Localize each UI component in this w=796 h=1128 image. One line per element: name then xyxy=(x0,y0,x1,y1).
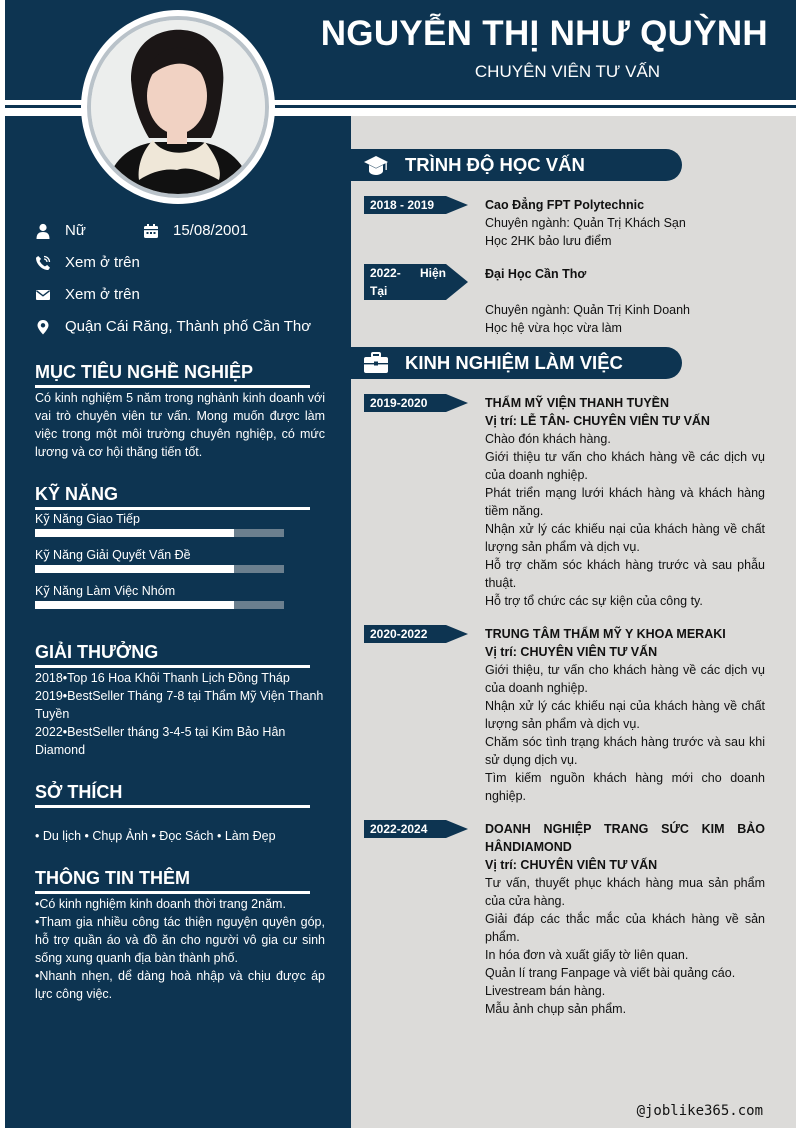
gender-row xyxy=(35,222,86,239)
award-item: 2022•BestSeller tháng 3-4-5 tại Kim Bảo Hân Diamond xyxy=(35,725,286,757)
objective-divider xyxy=(35,385,310,388)
job-duty: Tư vấn, thuyết phục khách hàng mua sản phẩm của cửa hàng. xyxy=(485,876,765,908)
job-role: Vị trí: CHUYÊN VIÊN TƯ VẤN xyxy=(485,645,658,659)
award-item: 2019•BestSeller Tháng 7-8 tại Thẩm Mỹ Viện Thanh Tuyền xyxy=(35,689,324,721)
job-entry xyxy=(485,394,765,610)
job-duty: Giới thiệu tư vấn cho khách hàng về các dịch vụ của doanh nghiệp. xyxy=(485,450,765,482)
job-duty: Hỗ trợ tổ chức các sự kiện của công ty. xyxy=(485,594,703,608)
period-tag-arrow xyxy=(446,196,468,214)
job-duty: Nhận xử lý các khiếu nại của khách hàng về chất lượng sản phẩm và dịch vụ. xyxy=(485,522,765,554)
job-duty: Quản lí trang Fanpage và viết bài quảng cáo. xyxy=(485,966,736,980)
objective-heading: MỤC TIÊU NGHỀ NGHIỆP xyxy=(35,362,254,382)
education-line: Chuyên ngành: Quản Trị Kinh Doanh xyxy=(485,303,690,317)
extra-item: •Tham gia nhiều công tác thiện nguyện quyên góp, hỗ trợ quần áo và đồ ăn cho người vô gia cư sinh sống xung quanh địa bàn thành phố. xyxy=(35,915,325,965)
job-duty: Phát triển mạng lưới khách hàng và khách hàng tiềm năng. xyxy=(485,486,765,518)
job-duty: Giải đáp các thắc mắc của khách hàng về sản phẩm. xyxy=(485,912,765,944)
period-tag-start: 2022- xyxy=(370,266,401,280)
education-header xyxy=(351,149,682,181)
school-name: Đại Học Cần Thơ xyxy=(485,267,587,281)
phone-icon xyxy=(35,255,51,271)
school-name: Cao Đẳng FPT Polytechnic xyxy=(485,198,645,212)
period-tag-arrow xyxy=(446,394,468,412)
award-item: 2018•Top 16 Hoa Khôi Thanh Lịch Đồng Tháp xyxy=(35,671,290,685)
experience-heading: KINH NGHIỆM LÀM VIỆC xyxy=(405,352,623,373)
avatar xyxy=(91,20,265,194)
job-duty: In hóa đơn và xuất giấy tờ liên quan. xyxy=(485,948,689,962)
skills-heading: KỸ NĂNG xyxy=(35,484,119,504)
candidate-name: NGUYỄN THỊ NHƯ QUỲNH xyxy=(320,14,768,53)
email-value: Xem ở trên xyxy=(65,286,140,303)
awards-heading: GIẢI THƯỞNG xyxy=(35,642,159,662)
skills-divider xyxy=(35,507,310,510)
candidate-title: CHUYÊN VIÊN TƯ VẤN xyxy=(474,62,661,81)
address-row xyxy=(35,318,311,335)
skill-bar-fill xyxy=(35,601,234,609)
education-entry xyxy=(485,196,765,250)
company-name: THẨM MỸ VIỆN THANH TUYỀN xyxy=(485,396,670,410)
job-entry xyxy=(485,625,765,805)
skill-label: Kỹ Năng Làm Việc Nhóm xyxy=(35,584,176,598)
job-entry xyxy=(485,820,765,1018)
job-duty: Nhận xử lý các khiếu nại của khách hàng về chất lượng sản phẩm và dịch vụ. xyxy=(485,699,765,731)
phone-row xyxy=(35,254,140,271)
experience-header xyxy=(351,347,682,379)
extra-item: •Nhanh nhẹn, dể dàng hoà nhập và chịu được áp lực công việc. xyxy=(35,969,325,1001)
period-tag-arrow xyxy=(446,264,468,300)
job-duty: Mẫu ảnh chụp sản phẩm. xyxy=(485,1002,627,1016)
education-line: Học hệ vừa học vừa làm xyxy=(485,321,622,335)
user-icon xyxy=(35,223,51,239)
email-row xyxy=(35,286,140,303)
period-tag-arrow xyxy=(446,625,468,643)
skill-bar xyxy=(35,601,284,609)
company-name: TRUNG TÂM THẨM MỸ Y KHOA MERAKI xyxy=(485,627,726,641)
skill-bar xyxy=(35,529,284,537)
skill-bar xyxy=(35,565,284,573)
job-duty: Chào đón khách hàng. xyxy=(485,432,611,446)
hobbies-divider xyxy=(35,805,310,808)
skill-bar-fill xyxy=(35,529,234,537)
phone-value: Xem ở trên xyxy=(65,254,140,271)
period-tag-label: 2019-2020 xyxy=(364,394,446,412)
awards-list xyxy=(35,669,325,759)
extra-heading: THÔNG TIN THÊM xyxy=(35,868,190,888)
location-icon xyxy=(35,319,51,335)
education-line: Học 2HK bảo lưu điểm xyxy=(485,234,612,248)
job-duty: Tìm kiếm nguồn khách hàng mới cho doanh nghiệp. xyxy=(485,771,765,803)
job-duty: Livestream bán hàng. xyxy=(485,984,606,998)
avatar-photo xyxy=(91,20,265,194)
job-duty: Giới thiệu, tư vấn cho khách hàng về các dịch vụ của doanh nghiệp. xyxy=(485,663,765,695)
period-tag-label: 2018 - 2019 xyxy=(364,196,446,214)
address-value: Quận Cái Răng, Thành phố Cần Thơ xyxy=(65,318,312,335)
dob-value: 15/08/2001 xyxy=(173,222,249,239)
job-duty: Hỗ trợ chăm sóc khách hàng trước và sau phẫu thuật. xyxy=(485,558,765,590)
period-tag-arrow xyxy=(446,820,468,838)
extra-list xyxy=(35,895,325,1003)
job-role: Vị trí: CHUYÊN VIÊN TƯ VẤN xyxy=(485,858,658,872)
education-entry xyxy=(485,265,765,337)
skill-label: Kỹ Năng Giao Tiếp xyxy=(35,512,140,526)
hobbies-heading: SỞ THÍCH xyxy=(35,782,123,802)
calendar-icon xyxy=(143,223,159,239)
dob-row xyxy=(143,222,248,239)
period-tag-label: 2022-2024 xyxy=(364,820,446,838)
period-tag-label: 2020-2022 xyxy=(364,625,446,643)
job-role: Vị trí: LỄ TÂN- CHUYÊN VIÊN TƯ VẤN xyxy=(485,414,710,428)
period-tag-now: Hiện xyxy=(419,266,446,280)
awards-divider xyxy=(35,665,310,668)
objective-text: Có kinh nghiệm 5 năm trong nghành kinh doanh với vai trò chuyên viên tư vấn. Mong muốn được làm việc trong một môi trường chuyên nghiệp, có mức lương và cơ hội thăng tiến tốt. xyxy=(35,391,325,459)
job-duty: Chăm sóc tình trạng khách hàng trước và sau khi sử dụng dịch vụ. xyxy=(485,735,765,767)
hobbies-text: • Du lịch • Chụp Ảnh • Đọc Sách • Làm Đẹp xyxy=(35,829,276,843)
briefcase-icon xyxy=(363,351,389,375)
period-tag xyxy=(364,264,446,300)
extra-divider xyxy=(35,891,310,894)
education-line: Chuyên ngành: Quản Trị Khách Sạn xyxy=(485,216,686,230)
watermark: @joblike365.com xyxy=(636,1103,763,1119)
education-heading: TRÌNH ĐỘ HỌC VẤN xyxy=(405,154,585,175)
extra-item: •Có kinh nghiệm kinh doanh thời trang 2năm. xyxy=(35,897,286,911)
period-tag-now-2: Tại xyxy=(370,284,388,298)
graduation-cap-icon xyxy=(363,153,389,177)
skill-label: Kỹ Năng Giải Quyết Vấn Đề xyxy=(35,548,191,562)
gender-value: Nữ xyxy=(65,222,86,239)
skill-bar-fill xyxy=(35,565,234,573)
company-name: DOANH NGHIỆP TRANG SỨC KIM BẢO HÂNDIAMOND xyxy=(485,822,765,854)
mail-icon xyxy=(35,287,51,303)
